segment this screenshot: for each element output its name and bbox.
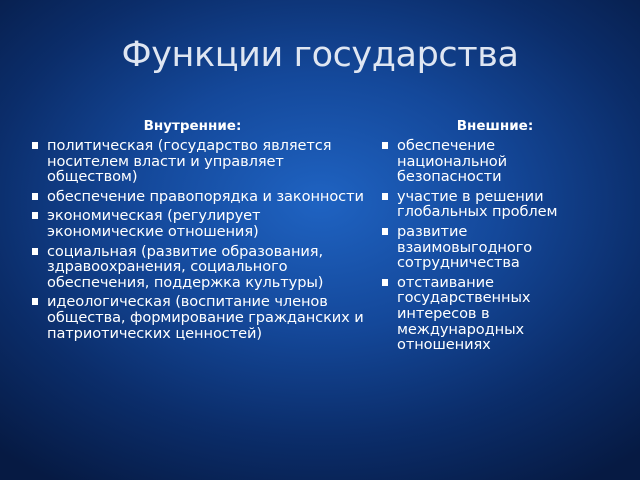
list-item-text: участие в решении глобальных проблем — [397, 187, 558, 221]
list-item — [380, 275, 595, 353]
list-item-text: социальная (развитие образования, здравоохранения, социального обеспечения, поддержка культуры) — [47, 242, 324, 291]
internal-functions-heading: Внутренние: — [143, 118, 242, 134]
list-item-text: обеспечение национальной безопасности — [397, 137, 507, 186]
slide-title: Функции государства — [121, 35, 519, 75]
external-functions-list — [380, 138, 595, 353]
bullet-icon — [32, 248, 38, 255]
list-item — [30, 244, 365, 291]
internal-functions-list — [30, 138, 365, 341]
list-item — [30, 138, 365, 185]
list-item-text: отстаивание государственных интересов в международных отношениях — [397, 273, 531, 354]
list-item-text: идеологическая (воспитание членов общества, формирование гражданских и патриотических ценностей) — [47, 293, 364, 342]
list-item — [30, 189, 365, 205]
bullet-icon — [382, 279, 388, 286]
list-item — [380, 189, 595, 220]
list-item-text: обеспечение правопорядка и законности — [47, 187, 364, 205]
list-item — [30, 208, 365, 239]
external-functions-column — [380, 118, 595, 357]
bullet-icon — [32, 298, 38, 305]
bullet-icon — [32, 142, 38, 149]
bullet-icon — [32, 193, 38, 200]
internal-functions-column — [30, 118, 365, 345]
list-item — [380, 138, 595, 185]
list-item — [30, 294, 365, 341]
external-functions-heading: Внешние: — [456, 118, 534, 134]
list-item — [380, 224, 595, 271]
list-item-text: экономическая (регулирует экономические отношения) — [47, 207, 261, 240]
bullet-icon — [382, 228, 388, 235]
bullet-icon — [382, 142, 388, 149]
list-item-text: развитие взаимовыгодного сотрудничества — [397, 222, 533, 272]
bullet-icon — [32, 212, 38, 219]
bullet-icon — [382, 193, 388, 200]
list-item-text: политическая (государство является носителем власти и управляет обществом) — [47, 137, 332, 186]
